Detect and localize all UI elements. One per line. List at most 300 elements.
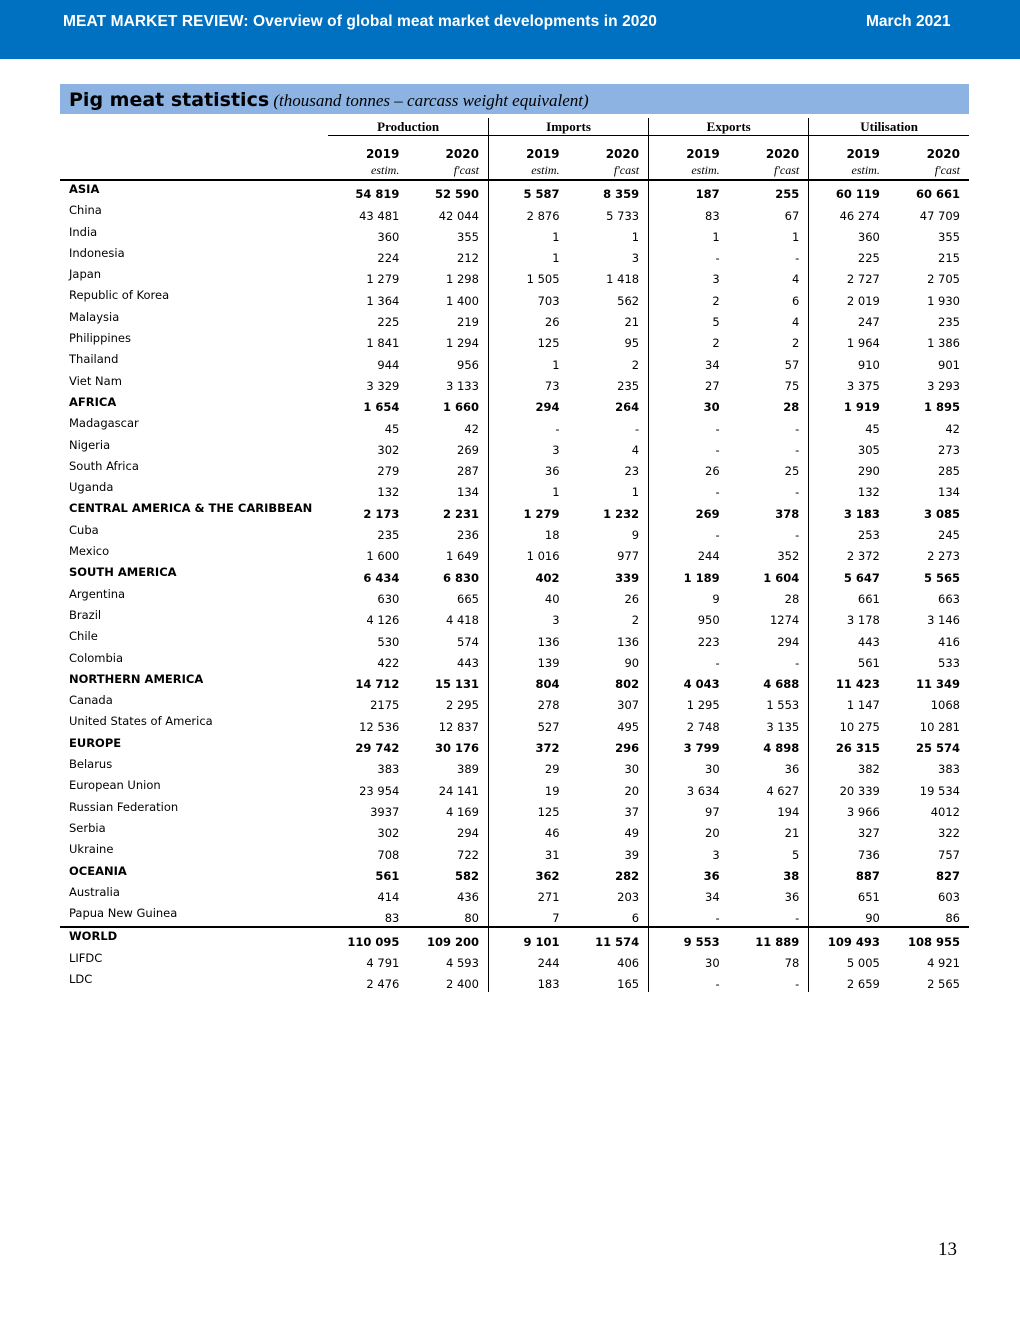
value-cell: 34 <box>649 351 729 372</box>
value-cell: 1 841 <box>366 336 400 351</box>
row-label: Indonesia <box>69 245 125 260</box>
value-cell: 36 <box>649 863 729 884</box>
value-cell: 236 <box>457 528 479 543</box>
value-cell: 235 <box>938 315 960 330</box>
value-cell: 4 169 <box>446 804 479 819</box>
country-row <box>60 586 969 607</box>
estimate-note: estim. <box>328 161 408 180</box>
value-cell: 944 <box>377 357 400 372</box>
country-row <box>60 950 969 971</box>
value-cell: 29 742 <box>355 741 400 756</box>
region-row <box>60 863 969 884</box>
year-header: 2019 <box>809 136 889 162</box>
year-header: 2019 <box>365 147 400 161</box>
value-cell: 194 <box>777 804 800 819</box>
value-cell: 757 <box>938 847 960 862</box>
value-cell: 2 705 <box>927 272 960 287</box>
value-cell: 901 <box>938 357 960 372</box>
value-cell: 219 <box>457 315 479 330</box>
value-cell: 1 553 <box>766 698 800 713</box>
row-label: Papua New Guinea <box>69 906 178 921</box>
value-cell: 83 <box>384 911 400 926</box>
value-cell: 355 <box>938 229 960 244</box>
value-cell: 9 <box>649 586 729 607</box>
value-cell: 378 <box>775 506 800 521</box>
value-cell: 5 587 <box>488 180 568 202</box>
value-cell: 36 <box>784 762 800 777</box>
value-cell: 42 <box>464 421 479 436</box>
value-cell: 389 <box>457 762 479 777</box>
value-cell: 39 <box>624 847 640 862</box>
value-cell: 950 <box>649 607 729 628</box>
value-cell: 562 <box>617 293 640 308</box>
value-cell: 362 <box>488 863 568 884</box>
row-label: Serbia <box>69 820 106 835</box>
value-cell: 30 <box>649 950 729 971</box>
value-cell: 722 <box>457 847 479 862</box>
value-cell: 1 930 <box>927 293 960 308</box>
empty-header-cell <box>60 136 328 162</box>
value-cell: 1 964 <box>809 330 889 351</box>
value-cell: 247 <box>809 309 889 330</box>
value-cell: 19 534 <box>919 783 960 798</box>
country-row <box>60 841 969 862</box>
value-cell: 4 898 <box>763 741 800 756</box>
value-cell: 4 791 <box>366 955 400 970</box>
value-cell: 290 <box>809 458 889 479</box>
value-cell: 278 <box>488 692 568 713</box>
value-cell: 2 <box>649 287 729 308</box>
value-cell: 1 189 <box>649 564 729 585</box>
row-label: Japan <box>69 267 102 282</box>
country-row <box>60 971 969 992</box>
value-cell: 5 005 <box>809 950 889 971</box>
value-cell: 109 200 <box>408 927 488 949</box>
value-cell: 23 <box>624 464 640 479</box>
value-cell: 110 095 <box>328 927 408 949</box>
row-label: WORLD <box>60 927 328 949</box>
value-cell: 3 135 <box>766 719 800 734</box>
year-header: 2020 <box>765 147 800 161</box>
value-cell: 1 232 <box>603 506 640 521</box>
value-cell: 708 <box>377 847 400 862</box>
value-cell: 5 733 <box>606 208 640 223</box>
value-cell: 31 <box>488 841 568 862</box>
value-cell: 38 <box>783 868 800 883</box>
row-label: CENTRAL AMERICA & THE CARIBBEAN <box>69 501 313 516</box>
row-label: Malaysia <box>69 309 120 324</box>
value-cell: 1 <box>488 224 568 245</box>
value-cell: 225 <box>809 245 889 266</box>
value-cell: - <box>795 911 800 926</box>
value-cell: 264 <box>615 400 640 415</box>
estimate-note: estim. <box>649 161 729 180</box>
value-cell: - <box>795 528 800 543</box>
value-cell: 47 709 <box>919 208 960 223</box>
value-cell: 279 <box>377 464 400 479</box>
row-label: LIFDC <box>69 950 103 965</box>
value-cell: 3937 <box>370 804 400 819</box>
country-row <box>60 202 969 223</box>
value-cell: 910 <box>809 351 889 372</box>
country-row <box>60 713 969 734</box>
value-cell: 24 141 <box>438 783 479 798</box>
table-title <box>60 84 969 114</box>
value-cell: 244 <box>488 950 568 971</box>
value-cell: 42 <box>945 421 960 436</box>
value-cell: 352 <box>777 549 800 564</box>
value-cell: 630 <box>377 591 400 606</box>
value-cell: 165 <box>617 977 640 992</box>
value-cell: 661 <box>809 586 889 607</box>
row-label: AFRICA <box>69 394 117 409</box>
value-cell: 223 <box>649 628 729 649</box>
year-header-row <box>60 136 969 162</box>
value-cell: 21 <box>784 826 800 841</box>
value-cell: 294 <box>457 826 479 841</box>
value-cell: 287 <box>457 464 479 479</box>
value-cell: 26 <box>488 309 568 330</box>
row-label: China <box>69 203 102 218</box>
value-cell: 1 016 <box>488 543 568 564</box>
value-cell: 1 <box>488 351 568 372</box>
country-row <box>60 224 969 245</box>
value-cell: 406 <box>617 955 640 970</box>
value-cell: 2 659 <box>809 971 889 992</box>
row-label: Chile <box>69 629 98 644</box>
value-cell: 372 <box>488 735 568 756</box>
column-group-header: Imports <box>488 118 648 136</box>
value-cell: 11 423 <box>809 671 889 692</box>
value-cell: 269 <box>649 500 729 521</box>
table-body <box>60 180 969 992</box>
value-cell: 3 293 <box>927 378 960 393</box>
estimate-note: f'cast <box>569 161 649 180</box>
value-cell: 2 372 <box>809 543 889 564</box>
value-cell: 603 <box>938 890 960 905</box>
value-cell: 90 <box>809 905 889 927</box>
value-cell: 3 085 <box>923 506 960 521</box>
value-cell: 1274 <box>769 613 800 628</box>
row-label: Thailand <box>69 352 119 367</box>
value-cell: 1 386 <box>927 336 960 351</box>
estimate-note-row <box>60 161 969 180</box>
value-cell: 402 <box>488 564 568 585</box>
value-cell: 2 173 <box>363 506 400 521</box>
value-cell: 136 <box>617 634 640 649</box>
value-cell: 2 400 <box>446 977 479 992</box>
value-cell: 11 349 <box>915 677 960 692</box>
row-label: Russian Federation <box>69 799 179 814</box>
value-cell: 6 434 <box>363 570 400 585</box>
country-row <box>60 479 969 500</box>
value-cell: 26 315 <box>809 735 889 756</box>
value-cell: 132 <box>377 485 400 500</box>
value-cell: 802 <box>615 677 640 692</box>
table-title-units: (thousand tonnes – carcass weight equivalent) <box>269 91 589 110</box>
value-cell: 1 604 <box>763 570 800 585</box>
value-cell: 3 799 <box>649 735 729 756</box>
value-cell: 28 <box>783 400 800 415</box>
value-cell: 1 <box>488 479 568 500</box>
country-row <box>60 692 969 713</box>
country-row <box>60 543 969 564</box>
value-cell: 5 <box>649 309 729 330</box>
value-cell: 6 <box>791 293 800 308</box>
value-cell: 355 <box>457 229 479 244</box>
value-cell: 360 <box>809 224 889 245</box>
country-row <box>60 287 969 308</box>
value-cell: 977 <box>617 549 640 564</box>
value-cell: 827 <box>935 868 960 883</box>
value-cell: 52 590 <box>434 187 479 202</box>
report-title-rest: Overview of global meat market developments in 2020 <box>248 13 657 30</box>
row-label: Cuba <box>69 522 99 537</box>
value-cell: 15 131 <box>434 677 479 692</box>
value-cell: 21 <box>624 315 640 330</box>
country-row <box>60 756 969 777</box>
country-row <box>60 266 969 287</box>
year-header: 2020 <box>445 147 479 161</box>
value-cell: 561 <box>375 868 400 883</box>
value-cell: 3 <box>649 841 729 862</box>
value-cell: 46 <box>488 820 568 841</box>
row-label: Argentina <box>69 586 126 601</box>
region-row <box>60 671 969 692</box>
value-cell: 3 <box>488 437 568 458</box>
row-label: Republic of Korea <box>69 288 170 303</box>
value-cell: 383 <box>938 762 960 777</box>
report-title <box>63 13 657 31</box>
value-cell: 4 126 <box>366 613 400 628</box>
row-label: Madagascar <box>69 416 139 431</box>
row-label: Viet Nam <box>69 373 122 388</box>
column-group-header: Production <box>328 118 488 136</box>
country-row <box>60 905 969 927</box>
value-cell: 360 <box>377 229 400 244</box>
value-cell: 235 <box>377 528 400 543</box>
row-label: ASIA <box>69 182 100 196</box>
value-cell: 7 <box>488 905 568 927</box>
value-cell: 1 294 <box>446 336 479 351</box>
value-cell: 2 565 <box>927 977 960 992</box>
country-row <box>60 351 969 372</box>
value-cell: 527 <box>488 713 568 734</box>
value-cell: 285 <box>938 464 960 479</box>
value-cell: 2 <box>791 336 800 351</box>
value-cell: 244 <box>649 543 729 564</box>
value-cell: 382 <box>809 756 889 777</box>
value-cell: 43 481 <box>359 208 400 223</box>
row-label: NORTHERN AMERICA <box>69 671 204 686</box>
value-cell: 2175 <box>370 698 400 713</box>
region-row <box>60 735 969 756</box>
column-group-header: Utilisation <box>809 118 969 136</box>
value-cell: - <box>795 251 800 266</box>
value-cell: 45 <box>809 415 889 436</box>
value-cell: 95 <box>624 336 640 351</box>
value-cell: 30 <box>649 756 729 777</box>
value-cell: 422 <box>377 655 400 670</box>
region-row <box>60 927 969 949</box>
value-cell: 4012 <box>930 804 960 819</box>
report-date: March 2021 <box>866 13 951 30</box>
value-cell: 11 889 <box>729 927 809 949</box>
value-cell: 14 712 <box>355 677 400 692</box>
value-cell: 2 476 <box>366 977 400 992</box>
value-cell: 1 364 <box>366 293 400 308</box>
value-cell: 28 <box>784 591 800 606</box>
region-row <box>60 500 969 521</box>
row-label: Mexico <box>69 544 110 559</box>
country-row <box>60 309 969 330</box>
value-cell: 3 <box>631 251 640 266</box>
value-cell: 57 <box>784 357 800 372</box>
value-cell: 2 <box>649 330 729 351</box>
value-cell: 3 146 <box>927 613 960 628</box>
year-header: 2019 <box>649 136 729 162</box>
column-group-header: Exports <box>649 118 809 136</box>
value-cell: 495 <box>617 719 640 734</box>
value-cell: 651 <box>809 884 889 905</box>
value-cell: 703 <box>488 287 568 308</box>
value-cell: - <box>649 905 729 927</box>
value-cell: 36 <box>488 458 568 479</box>
pig-meat-statistics-table <box>60 118 969 992</box>
value-cell: 271 <box>488 884 568 905</box>
value-cell: 108 955 <box>889 927 969 949</box>
value-cell: - <box>795 421 800 436</box>
value-cell: 34 <box>649 884 729 905</box>
value-cell: 125 <box>488 330 568 351</box>
value-cell: 1 279 <box>366 272 400 287</box>
value-cell: 269 <box>457 442 479 457</box>
value-cell: 561 <box>809 650 889 671</box>
value-cell: 416 <box>938 634 960 649</box>
page-number: 13 <box>938 1239 957 1260</box>
row-label: India <box>69 224 98 239</box>
value-cell: 4 688 <box>763 677 800 692</box>
value-cell: 302 <box>377 826 400 841</box>
row-label: South Africa <box>69 458 139 473</box>
value-cell: - <box>634 421 640 436</box>
value-cell: 533 <box>938 655 960 670</box>
value-cell: 6 830 <box>442 570 479 585</box>
country-row <box>60 373 969 394</box>
row-label: Belarus <box>69 757 113 772</box>
estimate-note: estim. <box>809 161 889 180</box>
value-cell: 3 634 <box>649 777 729 798</box>
value-cell: 12 536 <box>359 719 400 734</box>
value-cell: 12 837 <box>438 719 479 734</box>
country-row <box>60 628 969 649</box>
value-cell: - <box>795 655 800 670</box>
country-row <box>60 820 969 841</box>
row-label: Uganda <box>69 480 114 495</box>
value-cell: 3 133 <box>446 378 479 393</box>
row-label: SOUTH AMERICA <box>69 565 177 580</box>
value-cell: 383 <box>377 762 400 777</box>
value-cell: 132 <box>809 479 889 500</box>
row-label: Australia <box>69 884 120 899</box>
value-cell: 1 400 <box>446 293 479 308</box>
row-label: United States of America <box>69 714 213 729</box>
value-cell: 215 <box>938 251 960 266</box>
value-cell: 4 418 <box>446 613 479 628</box>
row-label: OCEANIA <box>69 863 127 878</box>
value-cell: 11 574 <box>569 927 649 949</box>
column-group-header-row <box>60 118 969 136</box>
empty-header-cell <box>60 161 328 180</box>
header-banner <box>0 0 1020 59</box>
value-cell: 42 044 <box>438 208 479 223</box>
value-cell: - <box>649 479 729 500</box>
value-cell: 3 183 <box>809 500 889 521</box>
value-cell: 1 279 <box>488 500 568 521</box>
value-cell: 37 <box>624 804 640 819</box>
value-cell: 8 359 <box>603 187 640 202</box>
value-cell: 4 593 <box>446 955 479 970</box>
value-cell: - <box>795 442 800 457</box>
country-row <box>60 458 969 479</box>
value-cell: 436 <box>457 890 479 905</box>
country-row <box>60 245 969 266</box>
row-label: European Union <box>69 778 161 793</box>
value-cell: 1 600 <box>366 549 400 564</box>
value-cell: 136 <box>488 628 568 649</box>
value-cell: 4 <box>791 315 800 330</box>
value-cell: 9 101 <box>488 927 568 949</box>
value-cell: 30 <box>649 394 729 415</box>
value-cell: 2 231 <box>442 506 479 521</box>
value-cell: 305 <box>809 437 889 458</box>
value-cell: 19 <box>488 777 568 798</box>
value-cell: 582 <box>454 868 479 883</box>
estimate-note: f'cast <box>889 161 969 180</box>
value-cell: 60 119 <box>809 180 889 202</box>
value-cell: 4 <box>791 272 800 287</box>
row-label: Colombia <box>69 650 124 665</box>
value-cell: 1068 <box>930 698 960 713</box>
value-cell: 255 <box>775 187 800 202</box>
value-cell: 3 375 <box>809 373 889 394</box>
country-row <box>60 330 969 351</box>
value-cell: 26 <box>649 458 729 479</box>
value-cell: 224 <box>377 251 400 266</box>
value-cell: 134 <box>457 485 479 500</box>
value-cell: - <box>488 415 568 436</box>
value-cell: 2 748 <box>649 713 729 734</box>
value-cell: 2 273 <box>927 549 960 564</box>
value-cell: 5 565 <box>923 570 960 585</box>
value-cell: 294 <box>488 394 568 415</box>
value-cell: 36 <box>784 890 800 905</box>
value-cell: 327 <box>809 820 889 841</box>
estimate-note: f'cast <box>729 161 809 180</box>
value-cell: 29 <box>488 756 568 777</box>
value-cell: 1 <box>631 229 640 244</box>
value-cell: - <box>795 485 800 500</box>
value-cell: 1 147 <box>809 692 889 713</box>
year-header: 2019 <box>488 136 568 162</box>
value-cell: 282 <box>615 868 640 883</box>
value-cell: 3 <box>488 607 568 628</box>
value-cell: 9 <box>631 528 640 543</box>
value-cell: 1 <box>488 245 568 266</box>
value-cell: 187 <box>649 180 729 202</box>
region-row <box>60 394 969 415</box>
value-cell: - <box>649 415 729 436</box>
